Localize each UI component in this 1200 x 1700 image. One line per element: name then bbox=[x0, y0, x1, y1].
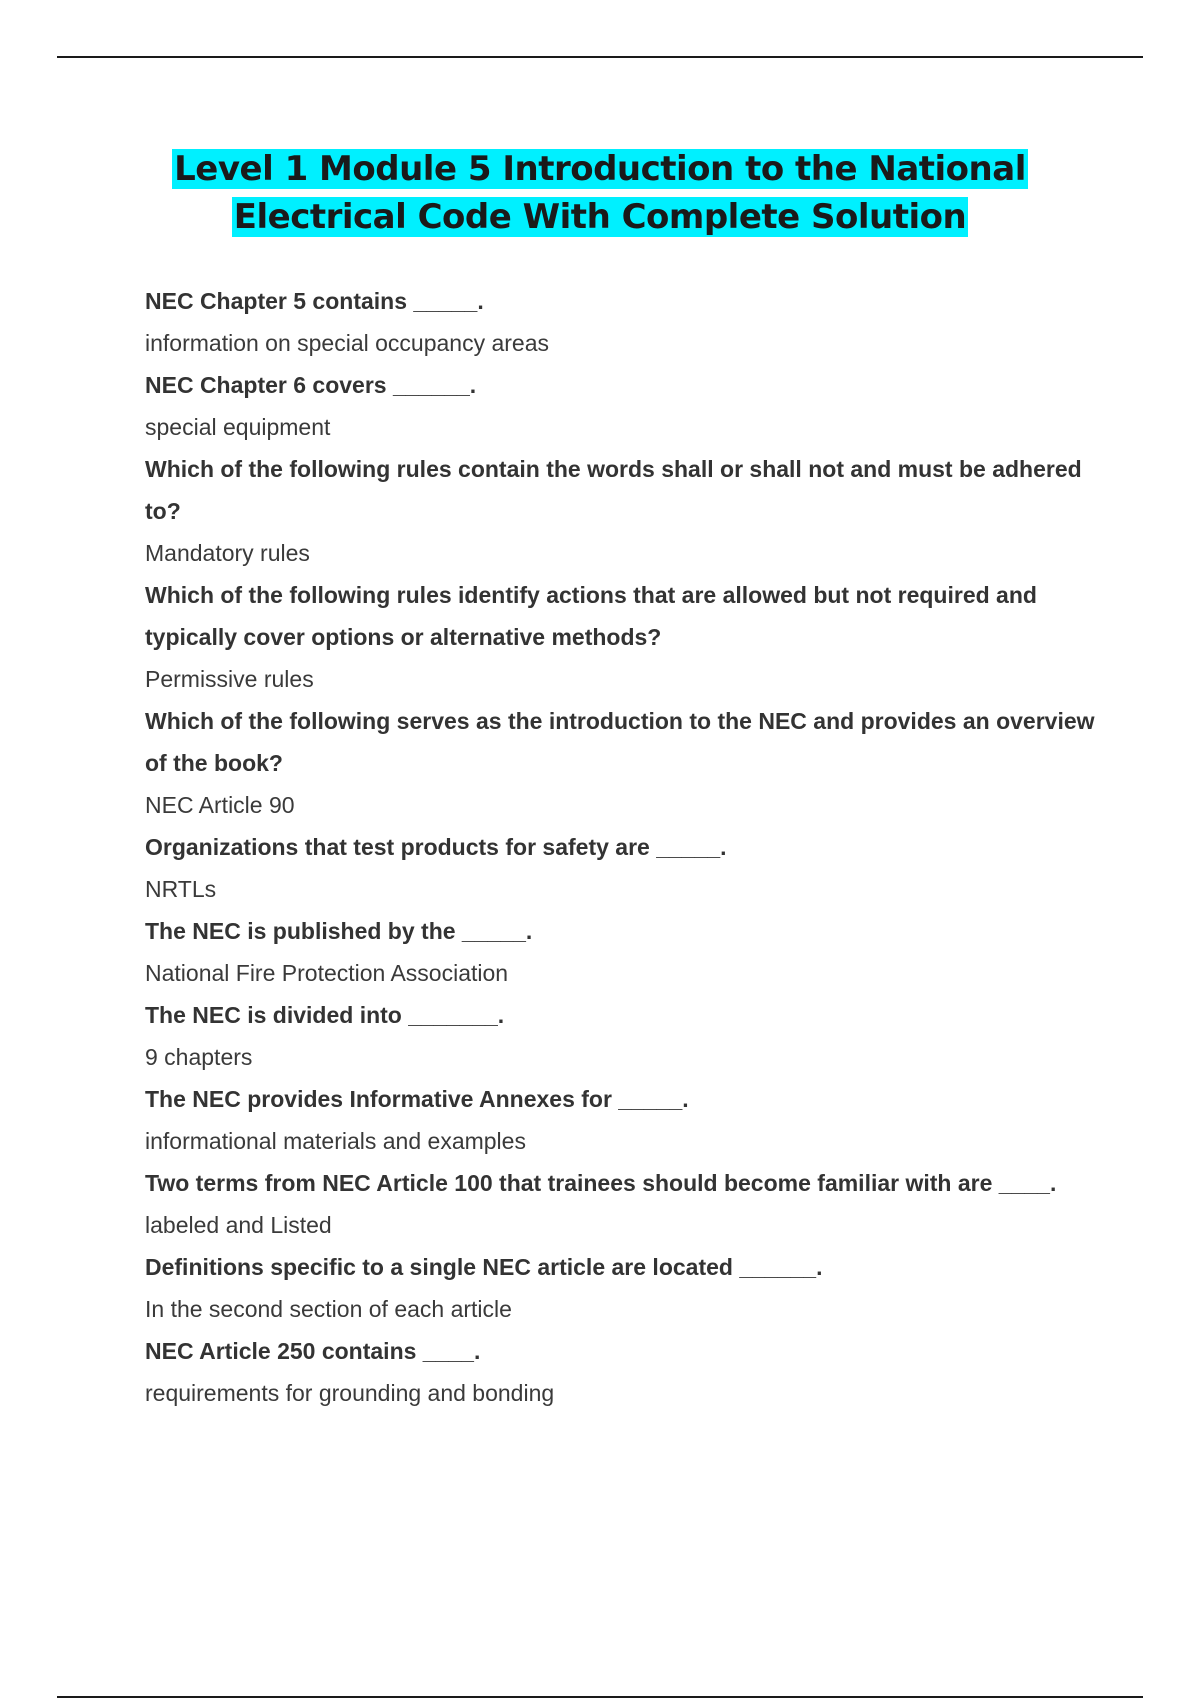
question: Definitions specific to a single NEC article are located ______. bbox=[145, 1254, 823, 1280]
answer: Mandatory rules bbox=[145, 540, 310, 566]
question: The NEC is published by the _____. bbox=[145, 918, 533, 944]
answer: National Fire Protection Association bbox=[145, 960, 509, 986]
answer: special equipment bbox=[145, 414, 331, 440]
answer: labeled and Listed bbox=[145, 1212, 332, 1238]
answer: NEC Article 90 bbox=[145, 792, 295, 818]
qa-list bbox=[145, 280, 1105, 1414]
title-highlight: Level 1 Module 5 Introduction to the National Electrical Code With Complete Solution bbox=[174, 149, 1026, 237]
answer: 9 chapters bbox=[145, 1044, 253, 1070]
answer: information on special occupancy areas bbox=[145, 330, 550, 356]
question: Which of the following rules identify actions that are allowed but not required and typically cover options or alternative methods? bbox=[145, 582, 1037, 650]
question: The NEC is divided into _______. bbox=[145, 1002, 505, 1028]
question: Which of the following rules contain the words shall or shall not and must be adhered to? bbox=[145, 456, 1082, 524]
answer: In the second section of each article bbox=[145, 1296, 512, 1322]
question: NEC Article 250 contains ____. bbox=[145, 1338, 481, 1364]
question: Organizations that test products for safety are _____. bbox=[145, 834, 727, 860]
answer: NRTLs bbox=[145, 876, 217, 902]
answer: informational materials and examples bbox=[145, 1128, 526, 1154]
top-rule bbox=[57, 56, 1143, 58]
question: Which of the following serves as the introduction to the NEC and provides an overview of the book? bbox=[145, 708, 1095, 776]
document-title bbox=[120, 145, 1080, 241]
question: NEC Chapter 6 covers ______. bbox=[145, 372, 477, 398]
bottom-rule bbox=[57, 1696, 1143, 1698]
question: The NEC provides Informative Annexes for _____. bbox=[145, 1086, 689, 1112]
question: NEC Chapter 5 contains _____. bbox=[145, 288, 484, 314]
question: Two terms from NEC Article 100 that trainees should become familiar with are ____. bbox=[145, 1170, 1057, 1196]
answer: Permissive rules bbox=[145, 666, 314, 692]
answer: requirements for grounding and bonding bbox=[145, 1380, 555, 1406]
